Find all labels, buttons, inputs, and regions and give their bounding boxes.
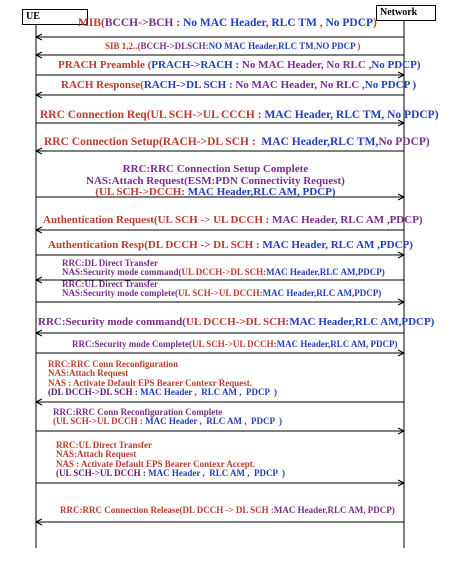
message-line [61,80,416,92]
message-segment: RRC:Security mode command( [38,316,186,328]
message-segment: DL DCCH -> DL SCH [147,239,254,251]
message-segment: NAS : Activate Default EPS Bearer Contexr Accept. [56,458,255,469]
message-line [78,17,377,29]
message-line [72,340,398,349]
message-segment: BCCH->DLSCH [140,41,206,51]
message-segment: RLC TM [271,17,317,29]
message-line [58,60,421,72]
message-segment: RRC:DL Direct Transfer [62,258,158,268]
message-segment: MAC Header , RLC AM , PDCP ) [148,468,285,479]
message-segment: (UL SCH->DCCH: [95,186,188,199]
message-m5 [40,109,439,121]
message-segment: NAS:Security mode complete( [62,288,178,299]
message-segment: MAC Header,RLC TM, [261,136,379,148]
network-box [376,5,436,21]
message-segment: NO MAC Header [208,41,276,51]
message-segment: MIB( [78,17,105,29]
message-segment: (UL SCH->UL DCCH : [53,416,146,427]
message-m10 [62,259,385,278]
message-segment: UL DCCH->DL SCH: [185,316,290,328]
message-segment: , [265,17,272,29]
message-segment: Authentication Resp( [48,239,148,251]
message-segment: (DL DCCH->DL SCH : [48,387,141,398]
message-segment: RRC:RRC Conn Reconfiguration [48,359,178,369]
message-m1 [78,17,377,29]
message-line [43,215,423,227]
message-line [40,109,439,121]
message-segment: MAC Header, RLC AM ,PDCP) [262,239,413,251]
ue-label: UE [26,11,40,22]
message-m16 [56,441,285,479]
message-segment: NAS:Security mode command( [62,267,182,278]
message-segment: NAS:Attach Request [56,449,137,460]
message-segment: : No MAC Header, No RLC , [232,59,372,71]
message-line [44,136,430,148]
message-segment: , [275,41,279,51]
message-segment: RRC:RRC Connection Setup Complete [122,163,309,175]
message-segment: , [313,41,316,51]
message-segment: No PDCP [325,17,374,29]
message-segment: RRC Connection Req( [40,109,151,121]
message-segment: : [253,239,263,251]
message-segment: NO PDCP [315,41,356,51]
message-segment: RACH->DL SCH [143,79,227,91]
message-m9 [48,240,413,252]
message-segment: No PDCP) [371,59,421,71]
message-line [48,240,413,252]
message-segment: : [173,17,183,29]
message-segment: NAS : Activate Default EPS Bearer Contexr Request. [48,377,252,388]
message-segment: UL SCH -> UL DCCH [157,214,263,226]
message-segment: PRACH Preamble ( [58,59,152,71]
message-m4 [61,80,416,92]
message-segment: MAC Header,RLC AM,PDCP) [266,267,385,278]
message-segment: No PDCP ) [364,79,417,91]
message-segment: UL SCH->UL DCCH: [191,339,277,349]
message-segment: RRC:Security mode Complete( [72,339,192,349]
message-segment: MAC Header,RLC AM, PDCP) [276,339,398,349]
message-segment: MAC Header , RLC AM , PDCP ) [140,387,277,398]
message-segment: No MAC Header [182,17,266,29]
message-line [48,388,277,397]
message-line [38,317,434,329]
message-segment: MAC Header, RLC TM, No PDCP) [264,109,439,121]
message-m17 [60,506,395,515]
message-m14 [48,360,277,398]
message-segment: RRC:UL Direct Transfer [56,440,152,450]
message-segment: ) [373,17,377,29]
message-segment: RLC TM [278,41,314,51]
message-m7 [86,164,345,199]
message-segment: UL SCH->UL CCCH [150,109,255,121]
message-line [105,42,360,51]
message-segment: UL SCH->UL DCCH: [177,288,263,299]
message-segment: RRC:RRC Connection Release( [60,505,183,515]
message-segment: MAC Header,RLC AM,PDCP) [289,316,435,328]
message-line [86,187,345,199]
message-segment: , [316,17,326,29]
message-line [56,469,285,478]
message-m2 [105,42,360,51]
message-segment: NAS:Attach Request(ESM:PDN Connectivity Request) [86,174,345,187]
message-segment: : [205,41,209,51]
message-segment: RRC Connection Setup( [44,136,163,148]
message-line [60,506,395,515]
message-segment: MAC Header,RLC AM, PDCP) [187,186,336,199]
message-m13 [72,340,398,349]
message-m15 [53,408,282,427]
message-segment: PRACH->RACH [151,59,233,71]
message-segment: RACH Response( [61,79,144,91]
message-m6 [44,136,430,148]
message-segment: Authentication Request( [43,214,158,226]
message-segment: RRC:RRC Conn Reconfiguration Complete [53,407,223,417]
message-segment: RACH->DL SCH [162,136,249,148]
message-segment: : No MAC Header, No RLC , [226,79,365,91]
message-segment: RRC:UL Direct Transfer [62,279,158,289]
message-m3 [58,60,421,72]
message-segment: No PDCP) [378,136,430,148]
message-segment: SIB 1,2..( [105,41,141,51]
message-segment: : [248,136,262,148]
message-m8 [43,215,423,227]
message-segment: MAC Header,RLC AM, PDCP) [273,505,395,515]
network-label: Network [380,7,418,18]
message-line [62,268,385,277]
message-segment: DL DCCH -> DL SCH : [182,505,274,515]
message-segment: : [254,109,265,121]
message-segment: ) [355,41,361,51]
message-m12 [38,317,434,329]
message-segment: : [262,214,273,226]
message-segment: UL DCCH->DL SCH: [181,267,267,278]
message-segment: MAC Header, RLC AM ,PDCP) [272,214,423,226]
message-line [62,289,381,298]
message-segment: (UL SCH->UL DCCH : [56,468,149,479]
message-segment: MAC Header,RLC AM,PDCP) [262,288,382,299]
message-segment: BCCH->BCH [104,17,174,29]
message-segment: MAC Header , RLC AM , PDCP ) [145,416,282,427]
message-segment: NAS:Attach Request [48,368,129,379]
message-line [53,417,282,426]
message-m11 [62,280,381,299]
